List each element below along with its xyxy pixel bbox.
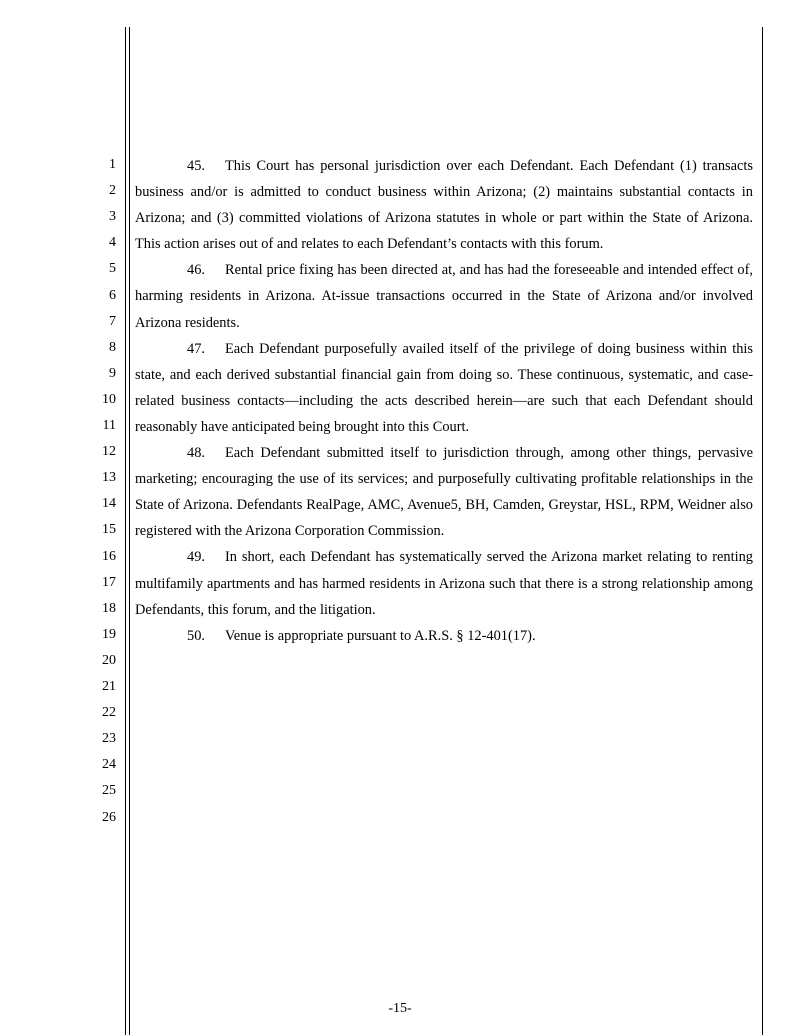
line-number: 15 xyxy=(102,522,116,538)
line-number: 5 xyxy=(109,261,116,277)
line-number: 12 xyxy=(102,444,116,460)
paragraph xyxy=(135,623,753,649)
line-number: 22 xyxy=(102,705,116,721)
line-number: 25 xyxy=(102,783,116,799)
line-number: 6 xyxy=(109,287,116,303)
line-number: 13 xyxy=(102,470,116,486)
paragraph-number: 47. xyxy=(187,340,205,357)
paragraph-number: 50. xyxy=(187,627,205,644)
line-number: 18 xyxy=(102,600,116,616)
line-number: 9 xyxy=(109,365,116,381)
paragraph-text: In short, each Defendant has systematically served the Arizona market relating to renting multifamily apartments and has harmed residents in Arizona such that there is a strong relationship among Defendants, this forum, and the litigation. xyxy=(135,549,753,618)
line-number: 1 xyxy=(109,157,116,172)
paragraph-number: 46. xyxy=(187,262,205,279)
page-number: -15- xyxy=(388,1001,412,1016)
line-number: 17 xyxy=(102,574,116,590)
line-number: 11 xyxy=(102,418,116,433)
line-number: 7 xyxy=(109,313,116,329)
paragraph-text: Rental price fixing has been directed at, and has had the foreseeable and intended effect of, harming residents in Arizona. At-issue transactions occurred in the State of Arizona and/or involved Arizona residents. xyxy=(135,262,753,331)
line-number: 23 xyxy=(102,731,116,747)
line-number: 26 xyxy=(102,809,116,825)
line-number: 4 xyxy=(109,235,116,251)
left-margin-rule-outer xyxy=(125,27,126,1035)
paragraph-number: 45. xyxy=(187,158,205,174)
line-number: 19 xyxy=(102,626,116,642)
line-number: 21 xyxy=(102,679,116,694)
paragraph-text: Each Defendant submitted itself to jurisdiction through, among other things, pervasive marketing; encouraging the use of its services; and purposefully cultivating profitable relationships in the State of Arizona. Defendants RealPage, AMC, Avenue5, BH, Camden, Greystar, HSL, RPM, Weidner also registered with the Arizona Corporation Commission. xyxy=(135,445,753,540)
paragraph-text: Venue is appropriate pursuant to A.R.S. § 12-401(17). xyxy=(225,627,536,644)
line-number: 24 xyxy=(102,757,116,773)
paragraph-number: 49. xyxy=(187,549,205,566)
left-margin-rule-inner xyxy=(129,27,130,1035)
document-body xyxy=(135,153,753,649)
paragraph-text: This Court has personal jurisdiction over each Defendant. Each Defendant (1) transacts business and/or is admitted to conduct business within Arizona; (2) maintains substantial contacts in Arizona; and (3) committed violations of Arizona statutes in whole or part within the State of Arizona. This action arises out of and relates to each Defendant’s contacts with this forum. xyxy=(135,158,753,253)
line-number: 10 xyxy=(102,391,116,407)
line-number: 20 xyxy=(102,652,116,668)
paragraph xyxy=(135,257,753,335)
paragraph xyxy=(135,544,753,622)
line-number: 8 xyxy=(109,339,116,355)
paragraph xyxy=(135,440,753,544)
paragraph xyxy=(135,336,753,440)
line-number: 3 xyxy=(109,209,116,225)
right-margin-rule xyxy=(762,27,763,1035)
paragraph-number: 48. xyxy=(187,445,205,462)
line-number: 2 xyxy=(109,183,116,199)
paragraph-text: Each Defendant purposefully availed itself of the privilege of doing business within this state, and each derived substantial financial gain from doing so. These continuous, systematic, and case-related business contacts—including the acts described herein—are such that each Defendant should reasonably have anticipated being brought into this Court. xyxy=(135,340,753,435)
paragraph xyxy=(135,153,753,257)
line-number: 14 xyxy=(102,496,116,512)
line-number: 16 xyxy=(102,548,116,564)
